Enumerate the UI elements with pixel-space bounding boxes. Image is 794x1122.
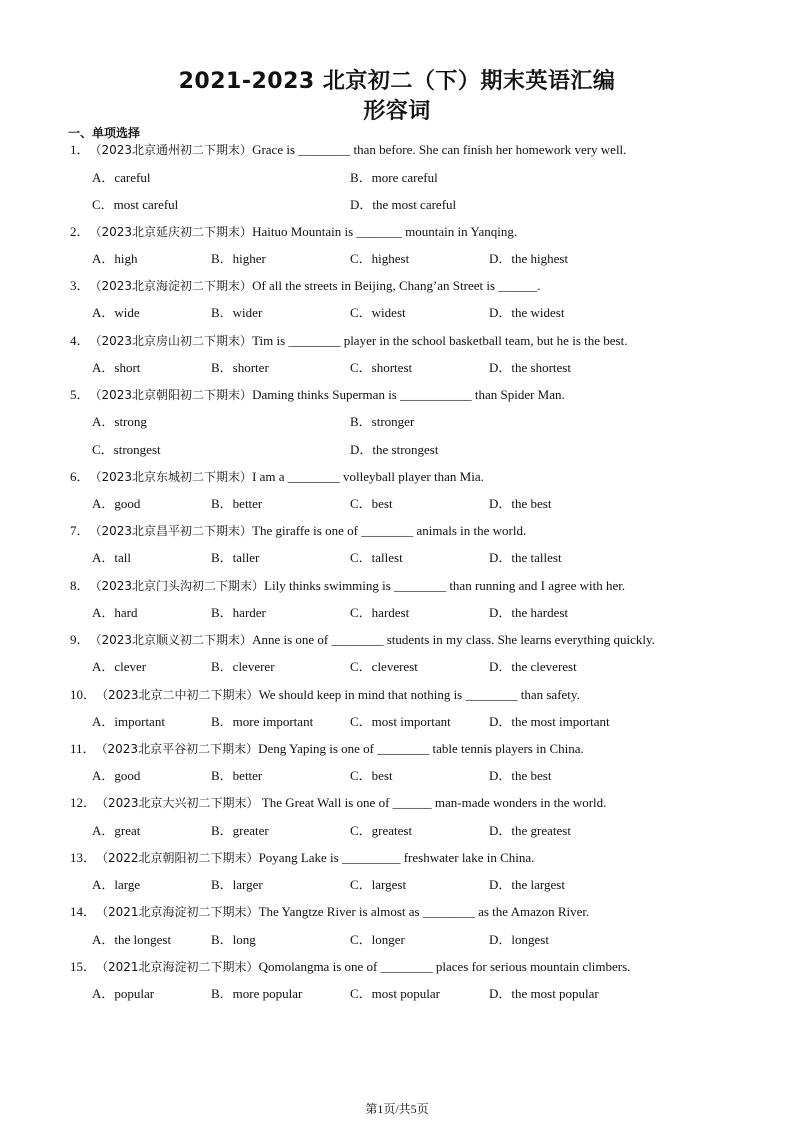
question-number: 3．	[70, 278, 90, 293]
option-d[interactable]: D．the most popular	[489, 986, 599, 1001]
option-a[interactable]: A．strong	[92, 414, 147, 429]
question-9	[70, 630, 655, 650]
question-stem: Tim is ________ player in the school basketball team, but he is the best.	[252, 333, 628, 348]
question-number: 9．	[70, 632, 90, 647]
question-number: 8．	[70, 578, 90, 593]
question-source: （2023北京二中初二下期末）	[96, 688, 259, 702]
question-number: 6．	[70, 469, 90, 484]
option-a[interactable]: A．the longest	[92, 932, 172, 947]
option-b[interactable]: B．more careful	[350, 170, 438, 185]
question-number: 2．	[70, 224, 90, 239]
option-a[interactable]: A．great	[92, 823, 141, 838]
question-number: 14．	[70, 904, 97, 919]
option-a[interactable]: A．wide	[92, 305, 140, 320]
option-b[interactable]: B．shorter	[211, 360, 269, 375]
option-b[interactable]: B．wider	[211, 305, 263, 320]
question-6	[70, 467, 484, 487]
question-source: （2021北京海淀初二下期末）	[96, 960, 259, 974]
option-d[interactable]: D．the best	[489, 768, 552, 783]
option-c[interactable]: C．hardest	[350, 605, 410, 620]
question-5	[70, 385, 565, 405]
option-b[interactable]: B．better	[211, 768, 263, 783]
question-number: 4．	[70, 333, 90, 348]
question-source: （2023北京大兴初二下期末）	[96, 796, 259, 810]
question-stem: I am a ________ volleyball player than Mia.	[252, 469, 484, 484]
option-d[interactable]: D．the strongest	[350, 442, 439, 457]
option-a[interactable]: A．large	[92, 877, 141, 892]
option-a[interactable]: A．high	[92, 251, 138, 266]
question-stem: Poyang Lake is _________ freshwater lake in China.	[258, 850, 535, 865]
option-a[interactable]: A．careful	[92, 170, 151, 185]
question-4	[70, 331, 627, 351]
question-3	[70, 276, 541, 296]
question-8	[70, 576, 625, 596]
option-a[interactable]: A．tall	[92, 550, 131, 565]
question-number: 10．	[70, 687, 97, 702]
question-stem: The Great Wall is one of ______ man-made wonders in the world.	[258, 795, 607, 810]
option-b[interactable]: B．higher	[211, 251, 266, 266]
option-d[interactable]: D．the best	[489, 496, 552, 511]
option-c[interactable]: C．best	[350, 496, 393, 511]
question-number: 12．	[70, 795, 97, 810]
option-b[interactable]: B．harder	[211, 605, 266, 620]
option-a[interactable]: A．good	[92, 768, 141, 783]
document-subtitle: 形容词	[363, 99, 431, 124]
option-d[interactable]: D．the largest	[489, 877, 565, 892]
option-a[interactable]: A．short	[92, 360, 141, 375]
option-c[interactable]: C．best	[350, 768, 393, 783]
option-c[interactable]: C．tallest	[350, 550, 403, 565]
question-number: 15．	[70, 959, 97, 974]
question-stem: Haituo Mountain is _______ mountain in Yanqing.	[252, 224, 518, 239]
option-b[interactable]: B．long	[211, 932, 256, 947]
option-d[interactable]: D．the most important	[489, 714, 610, 729]
question-2	[70, 222, 517, 242]
question-number: 11．	[70, 741, 96, 756]
question-source: （2021北京海淀初二下期末）	[96, 905, 259, 919]
option-b[interactable]: B．stronger	[350, 414, 415, 429]
question-stem: Of all the streets in Beijing, Chang’an Street is ______.	[252, 278, 541, 293]
question-source: （2023北京延庆初二下期末）	[89, 225, 253, 239]
question-number: 13．	[70, 850, 97, 865]
question-number: 5．	[70, 387, 90, 402]
question-number: 1．	[70, 142, 90, 157]
option-a[interactable]: A．clever	[92, 659, 147, 674]
option-d[interactable]: D．the highest	[489, 251, 569, 266]
option-b[interactable]: B．greater	[211, 823, 269, 838]
option-b[interactable]: B．cleverer	[211, 659, 275, 674]
question-12	[70, 793, 606, 813]
section-heading: 一、单项选择	[68, 126, 141, 140]
option-c[interactable]: C．longer	[350, 932, 405, 947]
option-d[interactable]: D．the cleverest	[489, 659, 577, 674]
option-c[interactable]: C．shortest	[350, 360, 413, 375]
question-1	[70, 140, 626, 160]
question-stem: Qomolangma is one of ________ places for serious mountain climbers.	[258, 959, 631, 974]
option-c[interactable]: C．cleverest	[350, 659, 418, 674]
question-source: （2023北京朝阳初二下期末）	[89, 388, 253, 402]
option-b[interactable]: B．larger	[211, 877, 263, 892]
question-stem: Anne is one of ________ students in my class. She learns everything quickly.	[252, 632, 655, 647]
option-a[interactable]: A．important	[92, 714, 165, 729]
question-stem: We should keep in mind that nothing is ________ than safety.	[258, 687, 580, 702]
option-c[interactable]: C．most careful	[92, 197, 179, 212]
question-stem: Deng Yaping is one of ________ table tennis players in China.	[258, 741, 584, 756]
question-stem: The giraffe is one of ________ animals in the world.	[252, 523, 527, 538]
option-d[interactable]: D．the tallest	[489, 550, 562, 565]
question-15	[70, 957, 630, 977]
question-source: （2023北京平谷初二下期末）	[95, 742, 259, 756]
option-b[interactable]: B．better	[211, 496, 263, 511]
option-b[interactable]: B．taller	[211, 550, 260, 565]
option-d[interactable]: D．the widest	[489, 305, 565, 320]
option-c[interactable]: C．highest	[350, 251, 410, 266]
question-source: （2023北京通州初二下期末）	[89, 143, 253, 157]
option-a[interactable]: A．popular	[92, 986, 155, 1001]
question-10	[70, 685, 580, 705]
page-footer: 第1页/共5页	[365, 1102, 429, 1116]
question-stem: Lily thinks swimming is ________ than running and I agree with her.	[264, 578, 626, 593]
option-d[interactable]: D．the greatest	[489, 823, 571, 838]
option-c[interactable]: C．widest	[350, 305, 406, 320]
question-stem: Daming thinks Superman is ___________ than Spider Man.	[252, 387, 565, 402]
question-source: （2023北京海淀初二下期末）	[89, 279, 253, 293]
option-a[interactable]: A．hard	[92, 605, 138, 620]
document-title: 2021-2023 北京初二（下）期末英语汇编	[178, 69, 616, 94]
question-stem: The Yangtze River is almost as ________ as the Amazon River.	[258, 904, 590, 919]
option-d[interactable]: D．the hardest	[489, 605, 569, 620]
option-d[interactable]: D．the shortest	[489, 360, 571, 375]
question-source: （2023北京房山初二下期末）	[89, 334, 253, 348]
option-b[interactable]: B．more important	[211, 714, 314, 729]
question-source: （2023北京顺义初二下期末）	[89, 633, 253, 647]
option-d[interactable]: D．longest	[489, 932, 549, 947]
option-c[interactable]: C．greatest	[350, 823, 413, 838]
question-source: （2023北京门头沟初二下期末）	[89, 579, 265, 593]
option-d[interactable]: D．the most careful	[350, 197, 457, 212]
question-7	[70, 521, 526, 541]
option-c[interactable]: C．strongest	[92, 442, 161, 457]
question-source: （2022北京朝阳初二下期末）	[96, 851, 259, 865]
option-c[interactable]: C．most important	[350, 714, 451, 729]
question-source: （2023北京昌平初二下期末）	[89, 524, 253, 538]
question-source: （2023北京东城初二下期末）	[89, 470, 253, 484]
option-a[interactable]: A．good	[92, 496, 141, 511]
question-number: 7．	[70, 523, 90, 538]
question-13	[70, 848, 534, 868]
option-c[interactable]: C．largest	[350, 877, 407, 892]
question-11	[70, 739, 584, 759]
option-b[interactable]: B．more popular	[211, 986, 303, 1001]
question-stem: Grace is ________ than before. She can finish her homework very well.	[252, 142, 627, 157]
option-c[interactable]: C．most popular	[350, 986, 440, 1001]
question-14	[70, 902, 589, 922]
